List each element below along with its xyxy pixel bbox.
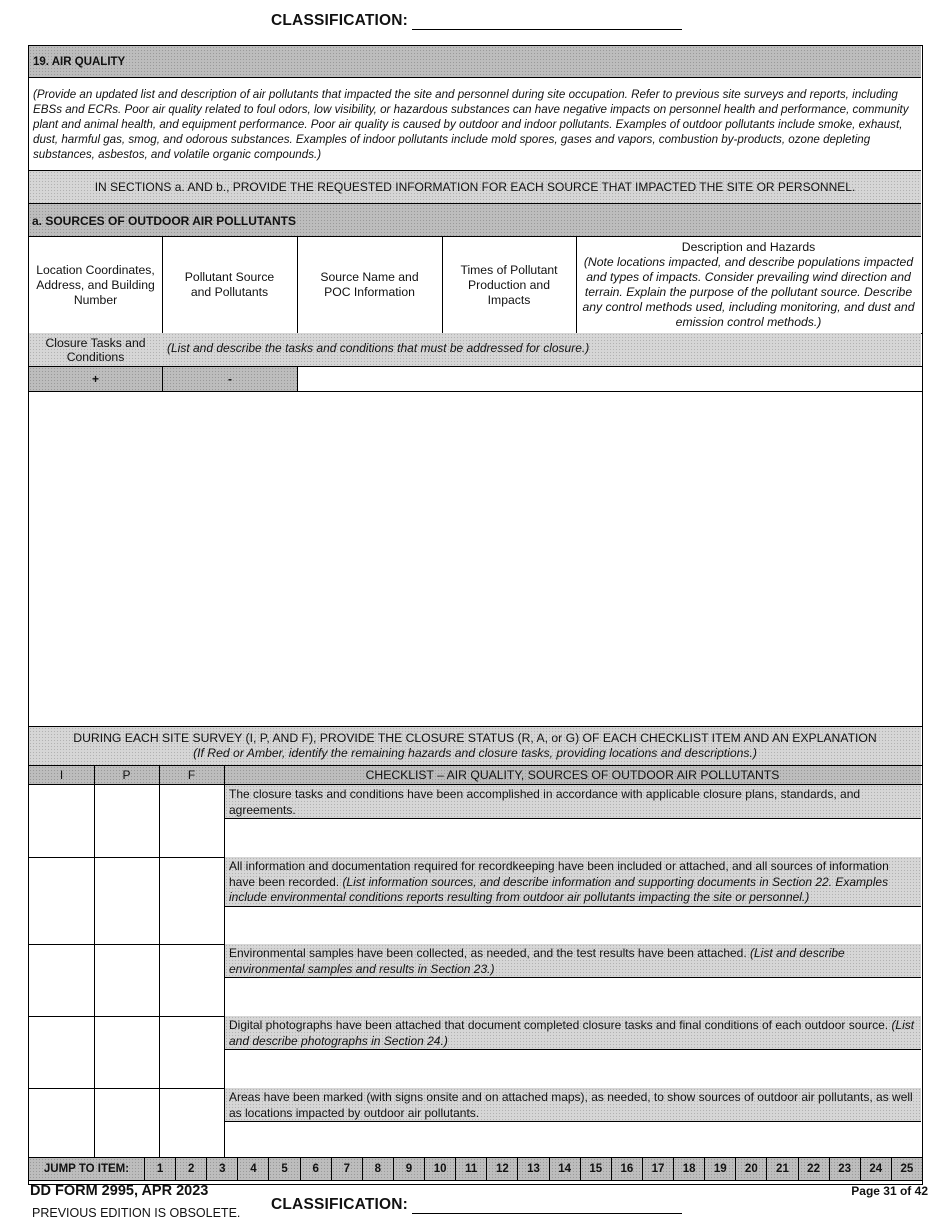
closure-note: (List and describe the tasks and conditions that must be addressed for closure.) (162, 333, 921, 366)
jump-bar (29, 1158, 922, 1181)
jump-item-12[interactable]: 12 (486, 1158, 517, 1180)
checklist-item-statement: Areas have been marked (with signs onsite and on attached maps), as needed, to show sources of outdoor air pollutants, as well as locations impacted by outdoor air pollutants. (229, 1090, 913, 1120)
status-field-i[interactable] (29, 785, 93, 857)
col-location: Location Coordinates, Address, and Building Number (36, 262, 155, 307)
survey-header-text: DURING EACH SITE SURVEY (I, P, AND F), PROVIDE THE CLOSURE STATUS (R, A, or G) OF EACH CHECKLIST ITEM AND AN EXPLANATION (73, 731, 877, 745)
jump-item-14[interactable]: 14 (549, 1158, 580, 1180)
col-i: I (29, 766, 94, 784)
remove-row-button[interactable]: - (163, 367, 297, 391)
jump-item-20[interactable]: 20 (735, 1158, 766, 1180)
jump-item-10[interactable]: 10 (424, 1158, 455, 1180)
jump-item-17[interactable]: 17 (642, 1158, 673, 1180)
checklist-item-statement: Digital photographs have been attached that document completed closure tasks and final conditions of each outdoor source. (229, 1018, 889, 1032)
jump-item-7[interactable]: 7 (331, 1158, 362, 1180)
checklist-row (29, 857, 921, 944)
explanation-field[interactable] (225, 907, 921, 944)
status-field-f[interactable] (160, 857, 224, 944)
jump-item-24[interactable]: 24 (860, 1158, 891, 1180)
checklist-item-note: (List and describe environmental samples and results in Section 23.) (229, 946, 845, 976)
col-pollutant: Pollutant Source and Pollutants (184, 270, 275, 299)
jump-item-9[interactable]: 9 (393, 1158, 424, 1180)
status-field-i[interactable] (29, 857, 93, 944)
row-input-field[interactable] (298, 367, 921, 391)
section-title: 19. AIR QUALITY (29, 46, 921, 78)
col-f: F (159, 766, 224, 784)
status-field-i[interactable] (29, 1016, 93, 1088)
checklist-item-note: (List information sources, and describe information and supporting documents in Section 22. Examples include environmental conditions reports resulting from outdoor air pollutants impacting the site or personnel.) (229, 874, 889, 904)
section-intro: (Provide an updated list and description of air pollutants that impacted the site and personnel during site occupation. Refer to previous site surveys and reports, including EBSs and ECRs. Poor air quality related to foul odors, low visibility, or hazardous substances can have negative impacts on personnel health and performance, community plant and animal health, and equipment performance. Poor air quality is caused by outdoor and indoor pollutants. Examples of outdoor pollutants include smoke, exhaust, dust, harmful gas, smog, and odorous substances. Examples of indoor pollutants include mold spores, gases and vapors, combustion by-products, ozone depleting substances, asbestos, and volatile organic compounds.) (33, 88, 909, 162)
classification-label: CLASSIFICATION: (271, 12, 409, 29)
checklist-item-text (225, 1088, 921, 1122)
closure-label: Closure Tasks and Conditions (29, 333, 162, 366)
jump-item-21[interactable]: 21 (766, 1158, 797, 1180)
explanation-field[interactable] (225, 1050, 921, 1088)
status-field-f[interactable] (160, 944, 224, 1016)
jump-item-22[interactable]: 22 (798, 1158, 829, 1180)
classification-field[interactable] (412, 1199, 682, 1214)
classification-top (271, 12, 682, 30)
subsection-title: a. SOURCES OF OUTDOOR AIR POLLUTANTS (29, 204, 921, 237)
jump-item-23[interactable]: 23 (829, 1158, 860, 1180)
checklist-item-statement: All information and documentation required for recordkeeping have been included or attached, and all sources of information have been recorded. (229, 859, 889, 889)
status-field-f[interactable] (160, 1016, 224, 1088)
classification-label: CLASSIFICATION: (271, 1196, 409, 1213)
checklist-row (29, 785, 921, 857)
checklist-row (29, 944, 921, 1016)
form-frame (28, 45, 923, 1185)
col-description-note: (Note locations impacted, and describe populations impacted and types of impacts. Consider prevailing wind direction and terrain. Explain the purpose of the pollutant source. Describe any control methods used, including monitoring, and dust and emission control methods.) (582, 255, 915, 329)
jump-item-25[interactable]: 25 (891, 1158, 922, 1180)
jump-item-15[interactable]: 15 (580, 1158, 611, 1180)
page-number: Page 31 of 42 (851, 1184, 928, 1198)
explanation-field[interactable] (225, 819, 921, 857)
survey-subheader: (If Red or Amber, identify the remaining hazards and closure tasks, providing locations and descriptions.) (193, 746, 757, 760)
explanation-field[interactable] (225, 1122, 921, 1157)
jump-item-5[interactable]: 5 (268, 1158, 299, 1180)
checklist-item-statement: The closure tasks and conditions have been accomplished in accordance with applicable closure plans, standards, and agreements. (229, 787, 861, 817)
checklist-item-text (225, 1016, 921, 1050)
col-times: Times of Pollutant Production and Impacts (460, 262, 558, 307)
status-field-p[interactable] (95, 1088, 159, 1157)
checklist-title: CHECKLIST – AIR QUALITY, SOURCES OF OUTDOOR AIR POLLUTANTS (224, 766, 921, 784)
section-instruction: IN SECTIONS a. AND b., PROVIDE THE REQUESTED INFORMATION FOR EACH SOURCE THAT IMPACTED THE SITE OR PERSONNEL. (29, 170, 921, 204)
jump-item-4[interactable]: 4 (237, 1158, 268, 1180)
status-field-f[interactable] (160, 1088, 224, 1157)
jump-item-13[interactable]: 13 (517, 1158, 548, 1180)
jump-item-2[interactable]: 2 (175, 1158, 206, 1180)
status-field-p[interactable] (95, 785, 159, 857)
status-field-i[interactable] (29, 944, 93, 1016)
status-field-p[interactable] (95, 944, 159, 1016)
jump-item-3[interactable]: 3 (206, 1158, 237, 1180)
jump-item-8[interactable]: 8 (362, 1158, 393, 1180)
classification-bottom (271, 1196, 682, 1214)
col-p: P (94, 766, 159, 784)
jump-item-6[interactable]: 6 (300, 1158, 331, 1180)
jump-item-19[interactable]: 19 (704, 1158, 735, 1180)
checklist-item-statement: Environmental samples have been collected, as needed, and the test results have been attached. (229, 946, 747, 960)
obsolete-notice: PREVIOUS EDITION IS OBSOLETE. (32, 1206, 241, 1220)
col-description-title: Description and Hazards (681, 240, 816, 254)
explanation-field[interactable] (225, 978, 921, 1016)
classification-field[interactable] (412, 15, 682, 30)
jump-item-1[interactable]: 1 (144, 1158, 175, 1180)
jump-item-16[interactable]: 16 (611, 1158, 642, 1180)
form-id: DD FORM 2995, APR 2023 (30, 1183, 209, 1199)
survey-header (29, 727, 921, 765)
entry-area[interactable] (29, 392, 921, 726)
jump-label: JUMP TO ITEM: (43, 1163, 130, 1175)
checklist-row (29, 1016, 921, 1088)
checklist-item-text (225, 857, 921, 907)
jump-item-11[interactable]: 11 (455, 1158, 486, 1180)
status-field-f[interactable] (160, 785, 224, 857)
jump-item-18[interactable]: 18 (673, 1158, 704, 1180)
checklist-item-text (225, 944, 921, 978)
checklist-item-note: (List and describe photographs in Section 24.) (229, 1018, 915, 1048)
checklist-row (29, 1088, 921, 1157)
checklist-item-text (225, 785, 921, 819)
status-field-i[interactable] (29, 1088, 93, 1157)
col-description (576, 240, 921, 330)
status-field-p[interactable] (95, 1016, 159, 1088)
status-field-p[interactable] (95, 857, 159, 944)
col-source-name: Source Name and POC Information (320, 270, 419, 299)
add-row-button[interactable]: + (29, 367, 162, 391)
